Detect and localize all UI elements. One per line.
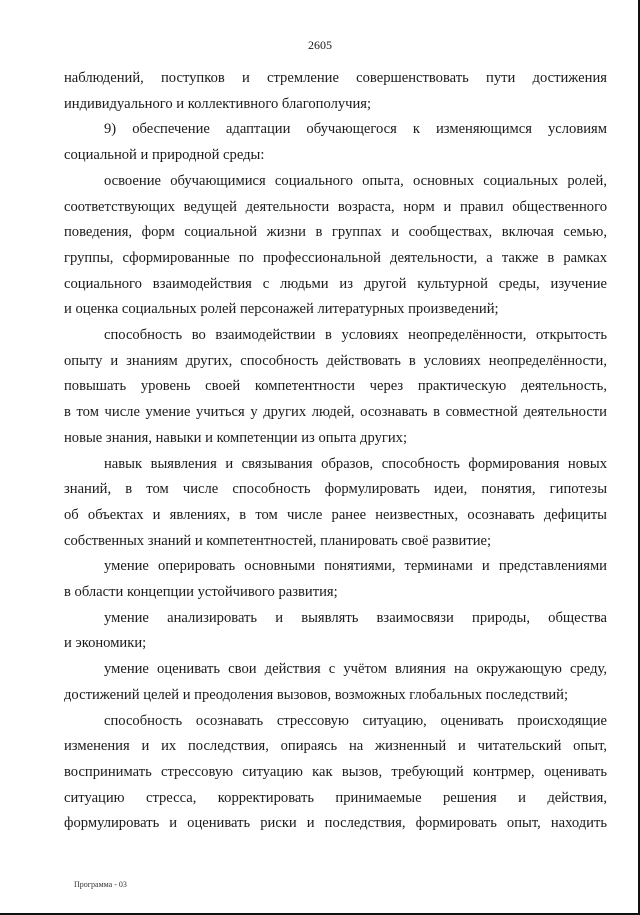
- text-line: и экономики;: [64, 635, 147, 652]
- text-line: ситуацию стресса, корректировать принимаемые решения и действия,: [64, 789, 607, 806]
- body-text: [64, 66, 607, 837]
- text-line: об объектах и явлениях, в том числе ранее неизвестных, осознавать дефициты: [64, 506, 607, 523]
- paragraph-social-experience: [64, 169, 607, 323]
- text-line: способность осознавать стрессовую ситуацию, оценивать происходящие: [104, 712, 607, 729]
- page-footer: Программа - 03: [74, 880, 127, 889]
- text-line: наблюдений, поступков и стремление совершенствовать пути достижения: [64, 70, 607, 86]
- text-line: новые знания, навыки и компетенции из опыта других;: [64, 429, 408, 446]
- text-line: собственных знаний и компетентностей, планировать своё развитие;: [64, 532, 492, 549]
- text-line: группы, сформированные по профессиональной деятельности, а также в рамках: [64, 249, 607, 266]
- paragraph-evaluation: [64, 657, 607, 708]
- text-line: соответствующих ведущей деятельности возраста, норм и правил общественного: [64, 198, 607, 215]
- text-line: в том числе умение учиться у других людей, осознавать в совместной деятельности: [64, 404, 607, 421]
- paragraph-images: [64, 452, 607, 555]
- text-line: изменения и их последствия, опираясь на жизненный и читательский опыт,: [64, 738, 607, 755]
- text-line: навык выявления и связывания образов, способность формирования новых: [104, 455, 607, 472]
- text-line: социального взаимодействия с людьми из другой культурной среды, изучение: [64, 275, 607, 292]
- text-line: умение оценивать свои действия с учётом влияния на окружающую среду,: [104, 661, 607, 678]
- text-line: воспринимать стрессовую ситуацию как вызов, требующий контрмер, оценивать: [64, 763, 607, 780]
- paragraph-stress: [64, 709, 607, 838]
- text-line: умение анализировать и выявлять взаимосвязи природы, общества: [104, 609, 607, 626]
- text-line: и оценка социальных ролей персонажей литературных произведений;: [64, 301, 499, 318]
- paragraph-concepts: [64, 554, 607, 605]
- text-line: опыту и знаниям других, способность действовать в условиях неопределённости,: [64, 352, 607, 369]
- text-line: умение оперировать основными понятиями, терминами и представлениями: [104, 558, 607, 575]
- text-line: повышать уровень своей компетентности через практическую деятельность,: [64, 378, 607, 395]
- paragraph-analysis: [64, 606, 607, 657]
- text-line: достижений целей и преодоления вызовов, возможных глобальных последствий;: [64, 686, 569, 703]
- text-line: формулировать и оценивать риски и последствия, формировать опыт, находить: [64, 815, 607, 832]
- paragraph-uncertainty: [64, 323, 607, 452]
- text-line: 9) обеспечение адаптации обучающегося к изменяющимся условиям: [104, 121, 607, 138]
- text-line: в области концепции устойчивого развития;: [64, 584, 338, 601]
- text-line: поведения, форм социальной жизни в группах и сообществах, включая семью,: [64, 224, 607, 241]
- page-number: 2605: [308, 38, 332, 52]
- text-line: способность во взаимодействии в условиях неопределённости, открытость: [104, 327, 607, 344]
- paragraph-item-9: [64, 117, 607, 168]
- paragraph-continuation: [64, 66, 607, 117]
- text-line: знаний, в том числе способность формулировать идеи, понятия, гипотезы: [64, 481, 607, 498]
- text-line: освоение обучающимися социального опыта, основных социальных ролей,: [104, 172, 607, 189]
- text-line: социальной и природной среды:: [64, 147, 265, 164]
- text-line: индивидуального и коллективного благополучия;: [64, 95, 372, 112]
